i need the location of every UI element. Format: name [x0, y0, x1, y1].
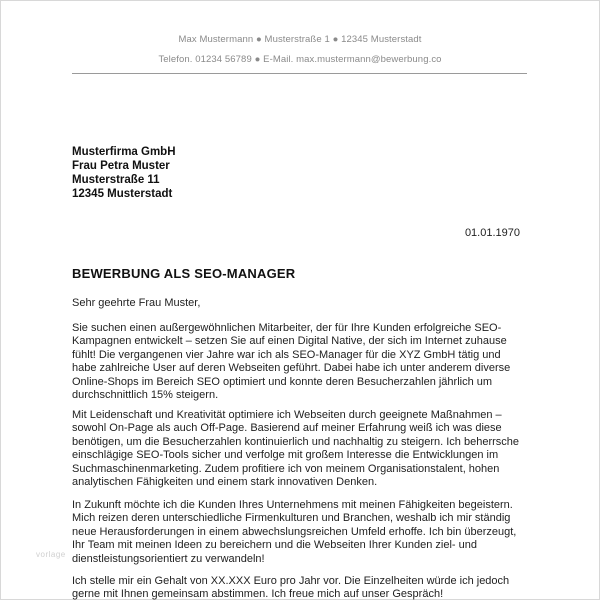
paragraph-line: Mit Leidenschaft und Kreativität optimiere ich Webseiten durch geeignete Maßnahmen –: [72, 409, 502, 421]
paragraph-line: dienstleistungsorientiert zu verwandeln!: [72, 552, 265, 565]
paragraph-line: Online-Shops im Bereich SEO optimiert und konnte deren Besucherzahlen jährlich um: [72, 375, 493, 388]
paragraph-line: gerne mit Ihnen gemeinsam abstimmen. Ich freue mich auf unser Gespräch!: [72, 588, 444, 601]
letter-date: 01.01.1970: [464, 227, 520, 239]
recipient-company: Musterfirma GmbH: [72, 146, 176, 158]
paragraph-line: analytischen Fähigkeiten und einem stark innovativen Denken.: [72, 476, 378, 489]
body-paragraph-1: [72, 322, 532, 402]
watermark: vorlage: [36, 550, 66, 559]
paragraph-line: einschlägige SEO-Tools sicher und verfolge mit großem Interesse die Entwicklungen im: [72, 449, 499, 462]
paragraph-line: Suchmaschinenmarketing. Zudem profitiere ich von meinem Organisationstalent, hohen: [72, 462, 500, 475]
sender-contact: Telefon. 01234 56789 ● E-Mail. max.mustermann@bewerbung.co: [158, 54, 442, 65]
paragraph-line: durchschnittlich 15% steigern.: [72, 389, 219, 402]
header-divider: [72, 73, 527, 74]
recipient-person: Frau Petra Muster: [72, 160, 170, 172]
paragraph-line: Mich reizen deren unterschiedliche Firmenkulturen und Branchen, weshalb ich mir ständig: [72, 512, 511, 525]
paragraph-line: sowohl On-Page als auch Off-Page. Basierend auf meiner Erfahrung weiß ich was diese: [72, 422, 502, 435]
body-paragraph-3: [72, 499, 532, 566]
salutation: Sehr geehrte Frau Muster,: [72, 297, 201, 309]
paragraph-line: In Zukunft möchte ich die Kunden Ihres Unternehmens mit meinen Fähigkeiten begeistern.: [72, 499, 513, 511]
body-paragraph-4: [72, 575, 532, 602]
paragraph-line: benötigen, um die Besucherzahlen kontinuierlich und nachhaltig zu steigern. Ich beherrsche: [72, 435, 520, 448]
body-paragraph-2: [72, 409, 532, 489]
paragraph-line: neue Herausforderungen in einem abwechslungsreichen Umfeld erhoffe. Ich bin überzeugt,: [72, 525, 517, 538]
paragraph-line: fühlt! Die vergangenen vier Jahre war ich als SEO-Manager für die XYZ GmbH tätig und: [72, 348, 501, 361]
paragraph-line: Kampagnen entwickelt – setzen Sie auf einen Digital Native, der sich im Internet zuhause: [72, 335, 507, 348]
paragraph-line: habe zahlreiche User auf deren Webseiten geführt. Dabei habe ich unter anderem diverse: [72, 362, 511, 375]
paragraph-line: Ich stelle mir ein Gehalt von XX.XXX Euro pro Jahr vor. Die Einzelheiten würde ich jedoch: [72, 575, 510, 587]
recipient-street: Musterstraße 11: [72, 174, 160, 186]
paragraph-line: Ihr Team mit meinen Ideen zu bereichern und die Webseiten Ihrer Kunden ziel- und: [72, 539, 477, 552]
recipient-city: 12345 Musterstadt: [72, 188, 173, 200]
letter-subject: BEWERBUNG ALS SEO-MANAGER: [72, 266, 296, 281]
recipient-address: [72, 145, 176, 201]
paragraph-line: Sie suchen einen außergewöhnlichen Mitarbeiter, der für Ihre Kunden erfolgreiche SEO-: [72, 322, 502, 334]
sender-address: Max Mustermann ● Musterstraße 1 ● 12345 Musterstadt: [178, 34, 422, 45]
